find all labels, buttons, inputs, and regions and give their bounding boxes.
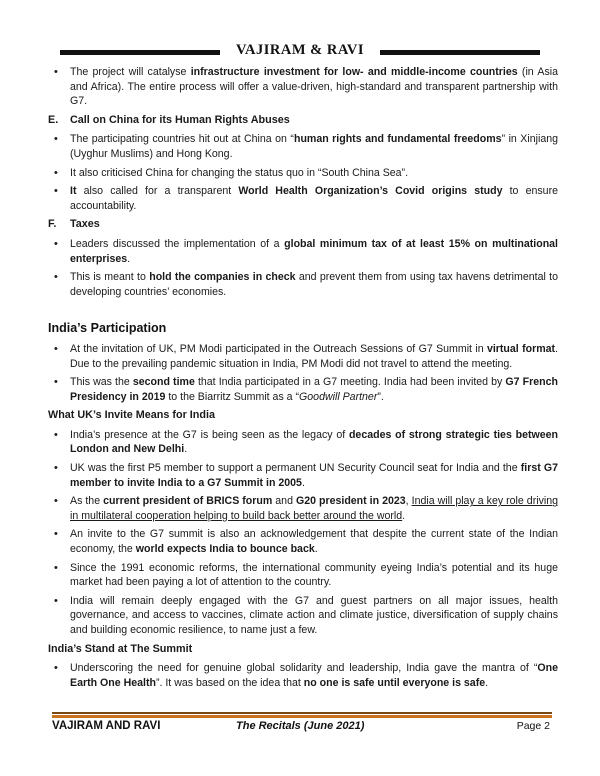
bullet-one-earth-one-health: • Underscoring the need for genuine global solidarity and leadership, India gave the mantra of “One Earth One Health”. It was based on the idea that no one is safe until everyone is safe. xyxy=(54,662,558,689)
bullet-bounce-back: • An invite to the G7 summit is also an acknowledgement that despite the current state of the Indian economy, the world expects India to bounce back. xyxy=(54,528,558,556)
bullet-icon: • xyxy=(54,342,58,355)
bullet-tax-havens: • This is meant to hold the companies in check and prevent them from using tax havens detrimental to developing countries’ economies. xyxy=(54,271,558,298)
bullet-icon: • xyxy=(54,271,58,284)
bullet-virtual-format: • At the invitation of UK, PM Modi participated in the Outreach Sessions of G7 Summit in virtual format. Due to the prevailing pandemic situation in India, PM Modi did not travel to attend the meeting. xyxy=(54,342,558,370)
footer-publication: The Recitals (June 2021) xyxy=(236,720,365,732)
bullet-south-china-sea: • It also criticised China for changing the status quo in “South China Sea”. xyxy=(54,166,409,179)
section-f-heading: F. Taxes xyxy=(48,218,100,231)
bullet-engagement: • India will remain deeply engaged with the G7 and guest partners on all major issues, health governance, and access to vaccines, climate action and climate justice, diversification of supply chains and building economic resilience, to name just a few. xyxy=(54,594,558,636)
footer-publisher: VAJIRAM AND RAVI xyxy=(52,720,161,732)
page-content xyxy=(48,65,558,694)
bullet-1991-reforms: • Since the 1991 economic reforms, the international community eyeing India’s potential and its huge market had been paying a lot of attention to the country. xyxy=(54,561,558,589)
page-footer xyxy=(52,712,552,736)
bullet-infrastructure: • The project will catalyse infrastructure investment for low- and middle-income countries (in Asia and Africa). The entire process will offer a value-driven, high-standard and transparent partnership with G7. xyxy=(54,66,558,108)
bullet-icon: • xyxy=(54,561,58,574)
bullet-icon: • xyxy=(54,376,58,389)
footer-rule-dark xyxy=(52,712,552,714)
bullet-icon: • xyxy=(54,662,58,675)
bullet-icon: • xyxy=(54,594,58,607)
bullet-brics-g20: • As the current president of BRICS forum and G20 president in 2023, India will play a key role driving in multilateral cooperation helping to build back better around the world. xyxy=(54,495,559,522)
footer-page-number: Page 2 xyxy=(516,720,550,732)
uk-invite-heading: What UK’s Invite Means for India xyxy=(48,409,215,422)
bullet-icon: • xyxy=(54,237,58,250)
section-e-heading: E. Call on China for its Human Rights Abuses xyxy=(48,113,290,126)
bullet-icon: • xyxy=(54,462,58,475)
participation-title: India’s Participation xyxy=(48,321,167,336)
bullet-icon: • xyxy=(54,133,58,146)
page-header xyxy=(60,44,540,60)
bullet-icon: • xyxy=(54,166,58,179)
bullet-icon: • xyxy=(54,428,58,441)
bullet-human-rights: • The participating countries hit out at China on “human rights and fundamental freedoms” in Xinjiang (Uyghur Muslims) and Hong Kong. xyxy=(54,133,558,160)
footer-rule-orange xyxy=(52,715,552,718)
bullet-icon: • xyxy=(54,66,58,78)
bullet-icon: • xyxy=(54,185,58,198)
bullet-second-time: • This was the second time that India participated in a G7 meeting. India had been invited by G7 French Presidency in 2019 to the Biarritz Summit as a “Goodwill Partner”. xyxy=(54,376,558,403)
bullet-who-study: • It also called for a transparent World Health Organization’s Covid origins study to ensure accountability. xyxy=(54,185,558,212)
bullet-minimum-tax: • Leaders discussed the implementation of a global minimum tax of at least 15% on multinational enterprises. xyxy=(54,237,558,265)
bullet-legacy: • India’s presence at the G7 is being seen as the legacy of decades of strong strategic ties between London and New Delhi. xyxy=(54,428,558,456)
bullet-p5-member: • UK was the first P5 member to support a permanent UN Security Council seat for India and the first G7 member to invite India to a G7 Summit in 2005. xyxy=(54,462,558,489)
stand-heading: India’s Stand at The Summit xyxy=(48,642,193,655)
header-rule-right xyxy=(380,50,540,55)
bullet-icon: • xyxy=(54,528,58,541)
bullet-icon: • xyxy=(54,495,58,508)
header-title: VAJIRAM & RAVI xyxy=(235,42,365,58)
